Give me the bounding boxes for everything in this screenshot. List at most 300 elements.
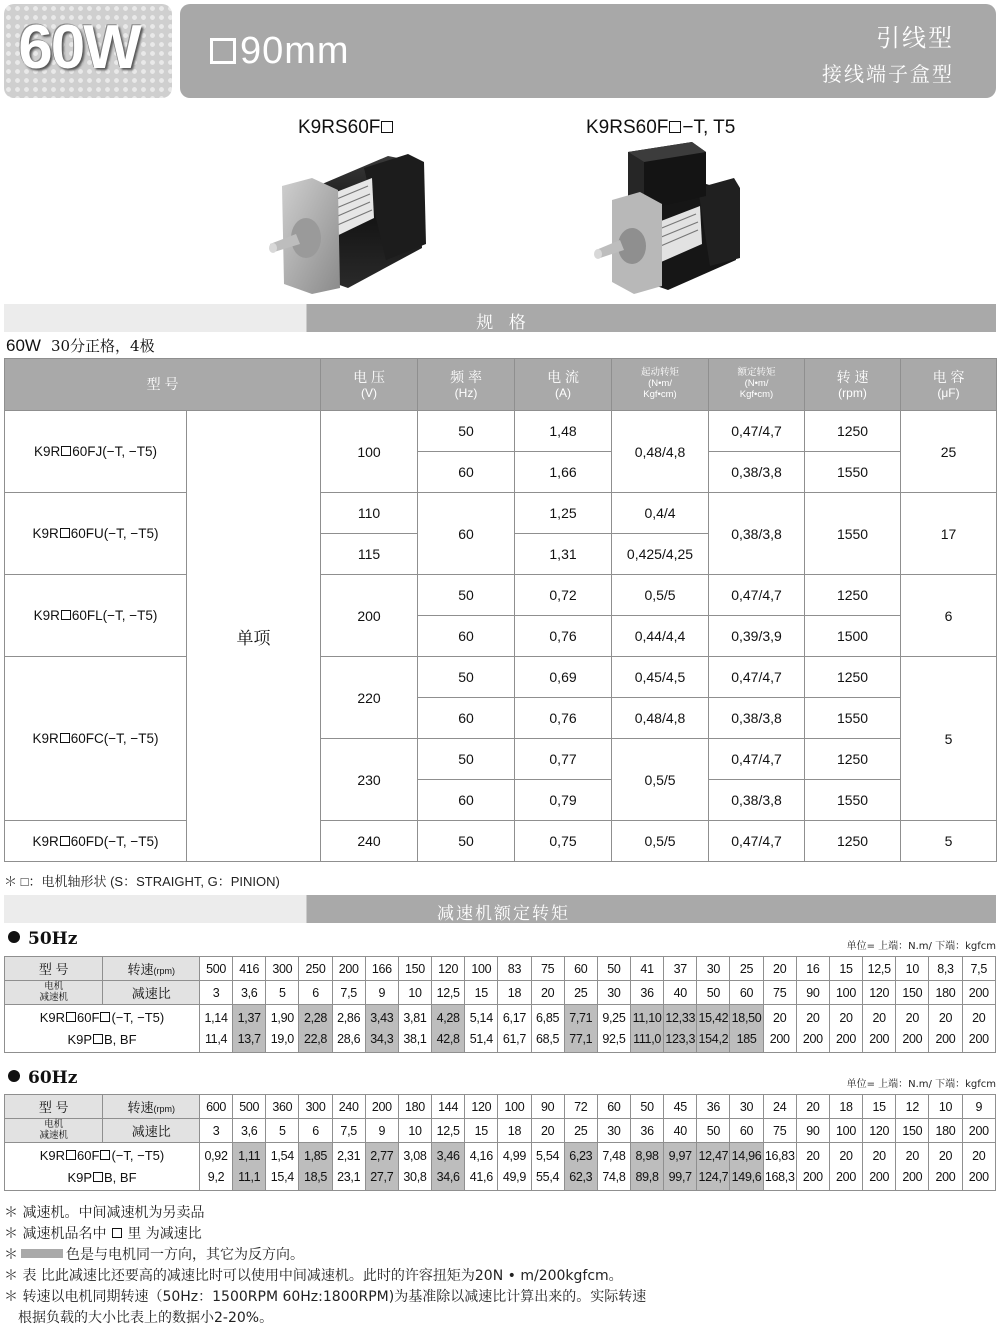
rated-torque-cell: 0,38/3,8: [709, 452, 805, 493]
speed-cell: 1550: [805, 780, 901, 821]
ratio-cell: 40: [664, 981, 697, 1005]
torque-kgfcm-cell: 92,5: [597, 1029, 630, 1053]
torque-kgfcm-cell: 200: [929, 1029, 962, 1053]
torque-nm-cell: 5,14: [465, 1005, 498, 1029]
voltage-cell: 115: [321, 534, 418, 575]
ratio-cell: 25: [564, 1119, 597, 1143]
model-cell: [5, 575, 187, 657]
speed-cell: 12,5: [863, 957, 896, 981]
footnote-3: [4, 1245, 646, 1266]
torque-kgfcm-cell: 77,1: [564, 1029, 597, 1053]
ratio-cell: 180: [929, 1119, 962, 1143]
ratio-cell: 18: [498, 981, 531, 1005]
gear-section-title: 减速机额定转矩: [437, 904, 570, 924]
speed-cell: 200: [332, 957, 365, 981]
ratio-cell: 7,5: [332, 1119, 365, 1143]
ratio-cell: 12,5: [432, 981, 465, 1005]
voltage-cell: 100: [321, 411, 418, 493]
hz60-title-text: 60Hz: [28, 1068, 78, 1088]
model-prefix: K9R: [32, 731, 59, 746]
ratio-cell: 90: [796, 981, 829, 1005]
current-cell: 0,76: [515, 698, 612, 739]
torque-kgfcm-cell: 22,8: [299, 1029, 332, 1053]
speed-cell: 60: [597, 1095, 630, 1119]
speed-cell: 180: [398, 1095, 431, 1119]
rated-torque-cell: 0,47/4,7: [709, 575, 805, 616]
blank-square-icon: [61, 446, 71, 456]
torque-kgfcm-cell: 41,6: [465, 1167, 498, 1191]
model-cell: [5, 821, 187, 862]
table-row: [5, 493, 997, 534]
torque-kgfcm-cell: 168,3: [763, 1167, 796, 1191]
torque-nm-cell: 20: [863, 1143, 896, 1167]
torque-nm-cell: 7,48: [597, 1143, 630, 1167]
speed-cell: 150: [398, 957, 431, 981]
rated-torque-cell: 0,39/3,9: [709, 616, 805, 657]
model-suffix: 60FL(−T, −T5): [71, 608, 158, 623]
torque-kgfcm-cell: 38,1: [398, 1029, 431, 1053]
torque-kgfcm-row: [5, 1167, 996, 1191]
torque-nm-cell: 11,10: [631, 1005, 664, 1029]
col-start-torque: [612, 359, 709, 411]
model-suffix: 60FC(−T, −T5): [70, 731, 159, 746]
torque-kgfcm-cell: 200: [962, 1029, 995, 1053]
speed-cell: 1550: [805, 698, 901, 739]
table-row: [5, 411, 997, 452]
ratio-cell: 6: [299, 981, 332, 1005]
blank-square-icon: [100, 1012, 110, 1022]
torque-kgfcm-cell: 200: [962, 1167, 995, 1191]
model-prefix: K9R: [32, 526, 59, 541]
motor-label-text: 电机: [44, 981, 64, 993]
footnote-3b: 色是与电机同一方向，其它为反方向。: [66, 1247, 304, 1263]
ratio-row: [5, 981, 996, 1005]
col-model: 型 号: [5, 359, 321, 411]
torque-nm-cell: 20: [796, 1005, 829, 1029]
motor-tail: (−T, −T5): [111, 1010, 165, 1026]
shaft-note: ＊ □：电机轴形状 (S：STRAIGHT, G：PINION): [4, 874, 280, 889]
speed-cell: 24: [763, 1095, 796, 1119]
gearhead-label-text: 减速机: [39, 991, 68, 1003]
speed-cell: 83: [498, 957, 531, 981]
footnote-2a: ＊ 减速机品名中: [4, 1226, 107, 1242]
rated-torque-cell: 0,38/3,8: [709, 780, 805, 821]
spec-desc: 30分正格，4极: [50, 337, 155, 355]
col-voltage-unit: (V): [361, 385, 378, 400]
torque-nm-cell: 8,98: [631, 1143, 664, 1167]
torque-kgfcm-cell: 9,2: [199, 1167, 232, 1191]
bullet-icon: [8, 1070, 20, 1082]
speed-cell: 10: [896, 957, 929, 981]
speed-cell: 500: [199, 957, 232, 981]
torque-nm-cell: 6,17: [498, 1005, 531, 1029]
torque-nm-row: [5, 1005, 996, 1029]
speed-cell: 20: [763, 957, 796, 981]
torque-kgfcm-cell: 99,7: [664, 1167, 697, 1191]
torque-nm-cell: 20: [962, 1005, 995, 1029]
speed-unit-text: (rpm): [153, 966, 175, 976]
speed-row: [5, 1095, 996, 1119]
product-model-text: K9RS60F: [298, 117, 381, 138]
col-capacitor-label: 电 容: [932, 368, 965, 385]
torque-nm-cell: 18,50: [730, 1005, 763, 1029]
ratio-label: 减速比: [103, 1119, 199, 1143]
speed-label-text: 转速: [127, 1100, 154, 1115]
current-cell: 0,69: [515, 657, 612, 698]
torque-nm-cell: 9,97: [664, 1143, 697, 1167]
blank-square-icon: [66, 1012, 76, 1022]
spec-header-row: [5, 359, 997, 411]
ratio-cell: 100: [829, 1119, 862, 1143]
col-voltage-label: 电 压: [353, 368, 385, 385]
torque-nm-cell: 9,25: [597, 1005, 630, 1029]
product-caption-terminal-box: [586, 117, 735, 139]
ratio-cell: 120: [863, 1119, 896, 1143]
capacitor-cell: 5: [901, 821, 997, 862]
current-cell: 0,77: [515, 739, 612, 780]
voltage-cell: 200: [321, 575, 418, 657]
current-cell: 1,31: [515, 534, 612, 575]
torque-nm-cell: 15,42: [697, 1005, 730, 1029]
ratio-cell: 60: [730, 1119, 763, 1143]
ratio-cell: 200: [962, 1119, 995, 1143]
ratio-cell: 20: [531, 981, 564, 1005]
col-current-label: 电 流: [547, 368, 579, 385]
motor-tail: (−T, −T5): [111, 1148, 165, 1164]
footnote-5: ＊ 转速以电机同期转速（50Hz：1500RPM 60Hz:1800RPM)为基准除以减速比计算出来的。实际转速: [4, 1289, 647, 1305]
ratio-cell: 5: [266, 1119, 299, 1143]
voltage-cell: 110: [321, 493, 418, 534]
gearhead-model-label: [5, 1167, 200, 1191]
ratio-cell: 5: [266, 981, 299, 1005]
torque-kgfcm-cell: 30,8: [398, 1167, 431, 1191]
blank-square-icon: [669, 121, 681, 133]
speed-cell: 45: [664, 1095, 697, 1119]
phase-cell: 单项: [187, 411, 321, 862]
speed-cell: 250: [299, 957, 332, 981]
rated-torque-cell: 0,47/4,7: [709, 821, 805, 862]
speed-cell: 300: [299, 1095, 332, 1119]
ratio-cell: 3,6: [233, 1119, 266, 1143]
spec-table: [4, 358, 997, 862]
torque-nm-cell: 20: [896, 1005, 929, 1029]
blank-square-icon: [100, 1150, 110, 1160]
type-terminal-box: 接线端子盒型: [822, 62, 954, 86]
blank-square-icon: [93, 1034, 103, 1044]
speed-cell: 7,5: [962, 957, 995, 981]
ratio-cell: 75: [763, 1119, 796, 1143]
speed-cell: 240: [332, 1095, 365, 1119]
speed-cell: 10: [929, 1095, 962, 1119]
torque-nm-cell: 1,11: [233, 1143, 266, 1167]
torque-nm-cell: 1,90: [266, 1005, 299, 1029]
torque-kgfcm-cell: 23,1: [332, 1167, 365, 1191]
torque-kgfcm-row: [5, 1029, 996, 1053]
footnote-6: 根据负载的大小比表上的数据小2-20%。: [18, 1310, 274, 1326]
speed-cell: 300: [266, 957, 299, 981]
gearhead-suffix: B, BF: [104, 1031, 137, 1047]
torque-nm-cell: 3,08: [398, 1143, 431, 1167]
ratio-cell: 50: [697, 1119, 730, 1143]
speed-cell: 1550: [805, 493, 901, 575]
capacitor-cell: 25: [901, 411, 997, 493]
gearhead-label-text: 减速机: [39, 1129, 68, 1141]
speed-cell: 1550: [805, 452, 901, 493]
speed-cell: 200: [365, 1095, 398, 1119]
torque-kgfcm-cell: 89,8: [631, 1167, 664, 1191]
current-cell: 0,75: [515, 821, 612, 862]
model-prefix: K9R: [32, 833, 59, 849]
speed-cell: 20: [796, 1095, 829, 1119]
ratio-cell: 120: [863, 981, 896, 1005]
torque-kgfcm-cell: 200: [796, 1029, 829, 1053]
torque-kgfcm-cell: 42,8: [432, 1029, 465, 1053]
gear-table-50hz: [4, 956, 996, 1053]
spec-section-bar: [4, 304, 996, 332]
blank-square-icon: [66, 1150, 76, 1160]
col-rated-torque-unit1: (N•m/: [744, 378, 769, 390]
frame-size-text: 90mm: [240, 30, 350, 72]
footnote-2: [4, 1224, 646, 1245]
voltage-cell: 220: [321, 657, 418, 739]
torque-kgfcm-cell: 49,9: [498, 1167, 531, 1191]
torque-nm-cell: 20: [929, 1005, 962, 1029]
col-speed: [805, 359, 901, 411]
blank-square-icon: [112, 1228, 122, 1238]
motor-suffix: 60F: [77, 1010, 100, 1026]
speed-cell: 16: [796, 957, 829, 981]
ratio-cell: 150: [896, 981, 929, 1005]
spec-power: 60W: [6, 336, 41, 355]
torque-kgfcm-cell: 200: [896, 1029, 929, 1053]
col-rated-torque: [709, 359, 805, 411]
rated-torque-cell: 0,38/3,8: [709, 493, 805, 575]
torque-nm-cell: 14,96: [730, 1143, 763, 1167]
speed-cell: 37: [664, 957, 697, 981]
speed-cell: 75: [531, 957, 564, 981]
ratio-cell: 36: [631, 1119, 664, 1143]
model-suffix: 60FU(−T, −T5): [70, 526, 159, 541]
start-torque-cell: 0,48/4,8: [612, 411, 709, 493]
product-model-suffix: −T, T5: [682, 117, 736, 138]
torque-nm-cell: 16,83: [763, 1143, 796, 1167]
torque-nm-cell: 20: [796, 1143, 829, 1167]
capacitor-cell: 5: [901, 657, 997, 821]
speed-cell: 1250: [805, 411, 901, 452]
torque-kgfcm-cell: 124,7: [697, 1167, 730, 1191]
model-label: 型 号: [5, 1095, 103, 1119]
speed-cell: 416: [233, 957, 266, 981]
torque-nm-cell: 20: [829, 1005, 862, 1029]
frequency-cell: 50: [418, 575, 515, 616]
speed-cell: 15: [863, 1095, 896, 1119]
current-cell: 0,72: [515, 575, 612, 616]
current-cell: 0,76: [515, 616, 612, 657]
speed-cell: 8,3: [929, 957, 962, 981]
speed-cell: 1500: [805, 616, 901, 657]
motor-gear-label: [5, 1119, 103, 1143]
torque-kgfcm-cell: 61,7: [498, 1029, 531, 1053]
speed-cell: 100: [465, 957, 498, 981]
speed-cell: 50: [597, 957, 630, 981]
speed-cell: 120: [465, 1095, 498, 1119]
motor-label-text: 电机: [44, 1119, 64, 1131]
torque-kgfcm-cell: 55,4: [531, 1167, 564, 1191]
frequency-cell: 50: [418, 411, 515, 452]
ratio-cell: 25: [564, 981, 597, 1005]
frequency-cell: 50: [418, 657, 515, 698]
torque-nm-cell: 4,16: [465, 1143, 498, 1167]
gray-swatch-icon: [21, 1249, 63, 1258]
gearhead-prefix: K9P: [67, 1169, 93, 1185]
torque-nm-cell: 5,54: [531, 1143, 564, 1167]
ratio-label: 减速比: [103, 981, 199, 1005]
hz50-unit-note: 单位= 上端：N.m/ 下端：kgfcm: [846, 941, 996, 952]
torque-kgfcm-cell: 34,3: [365, 1029, 398, 1053]
speed-cell: 100: [498, 1095, 531, 1119]
torque-nm-cell: 20: [962, 1143, 995, 1167]
torque-nm-cell: 2,77: [365, 1143, 398, 1167]
ratio-cell: 60: [730, 981, 763, 1005]
speed-cell: 1250: [805, 821, 901, 862]
start-torque-cell: 0,4/4: [612, 493, 709, 534]
hz50-title-text: 50Hz: [28, 929, 78, 949]
torque-kgfcm-cell: 28,6: [332, 1029, 365, 1053]
blank-square-icon: [93, 1172, 103, 1182]
ratio-cell: 15: [465, 1119, 498, 1143]
model-label: 型 号: [5, 957, 103, 981]
ratio-cell: 3,6: [233, 981, 266, 1005]
torque-kgfcm-cell: 200: [796, 1167, 829, 1191]
ratio-row: [5, 1119, 996, 1143]
footnote-3a: ＊: [4, 1247, 18, 1263]
torque-kgfcm-cell: 68,5: [531, 1029, 564, 1053]
speed-row: [5, 957, 996, 981]
gearhead-prefix: K9P: [67, 1031, 93, 1047]
motor-prefix: K9R: [39, 1010, 66, 1026]
torque-nm-cell: 6,85: [531, 1005, 564, 1029]
power-rating: 60W: [18, 13, 140, 82]
col-capacitor: [901, 359, 997, 411]
frequency-cell: 60: [418, 493, 515, 575]
ratio-cell: 3: [199, 1119, 232, 1143]
start-torque-cell: 0,44/4,4: [612, 616, 709, 657]
capacitor-cell: 17: [901, 493, 997, 575]
torque-nm-cell: 2,28: [299, 1005, 332, 1029]
col-start-torque-label: 起动转矩: [641, 367, 680, 379]
torque-nm-cell: 12,33: [664, 1005, 697, 1029]
torque-nm-cell: 1,37: [233, 1005, 266, 1029]
col-capacitor-unit: (μF): [937, 385, 960, 400]
bullet-icon: [8, 931, 20, 943]
torque-kgfcm-cell: 34,6: [432, 1167, 465, 1191]
col-start-torque-unit2: Kgf•cm): [643, 388, 677, 400]
speed-cell: 36: [697, 1095, 730, 1119]
model-prefix: K9R: [33, 444, 61, 459]
col-speed-unit: (rpm): [838, 385, 867, 400]
ratio-cell: 200: [962, 981, 995, 1005]
ratio-cell: 75: [763, 981, 796, 1005]
torque-nm-cell: 20: [863, 1005, 896, 1029]
model-suffix: 60FD(−T, −T5): [70, 833, 159, 849]
speed-cell: 18: [829, 1095, 862, 1119]
footnotes: [4, 1203, 646, 1329]
motor-model-label: [5, 1143, 200, 1167]
product-model-text: K9RS60F: [586, 117, 669, 138]
torque-nm-row: [5, 1143, 996, 1167]
torque-kgfcm-cell: 18,5: [299, 1167, 332, 1191]
col-speed-label: 转 速: [836, 368, 869, 385]
torque-kgfcm-cell: 74,8: [597, 1167, 630, 1191]
speed-cell: 1250: [805, 739, 901, 780]
model-prefix: K9R: [33, 608, 60, 623]
torque-nm-cell: 3,81: [398, 1005, 431, 1029]
torque-kgfcm-cell: 200: [896, 1167, 929, 1191]
rated-torque-cell: 0,38/3,8: [709, 698, 805, 739]
ratio-cell: 90: [796, 1119, 829, 1143]
speed-cell: 144: [432, 1095, 465, 1119]
frequency-cell: 60: [418, 698, 515, 739]
frequency-cell: 60: [418, 616, 515, 657]
torque-kgfcm-cell: 13,7: [233, 1029, 266, 1053]
torque-nm-cell: 20: [829, 1143, 862, 1167]
current-cell: 1,48: [515, 411, 612, 452]
ratio-cell: 3: [199, 981, 232, 1005]
torque-kgfcm-cell: 200: [829, 1029, 862, 1053]
speed-label: [103, 957, 199, 981]
start-torque-cell: 0,5/5: [612, 575, 709, 616]
blank-square-icon: [60, 528, 70, 538]
table-row: [5, 657, 997, 698]
frequency-cell: 60: [418, 780, 515, 821]
torque-nm-cell: 4,28: [432, 1005, 465, 1029]
speed-cell: 120: [432, 957, 465, 981]
torque-kgfcm-cell: 185: [730, 1029, 763, 1053]
power-badge: [4, 4, 172, 98]
col-voltage: [321, 359, 418, 411]
model-cell: [5, 411, 187, 493]
voltage-cell: 240: [321, 821, 418, 862]
speed-unit-text: (rpm): [153, 1104, 175, 1114]
ratio-cell: 180: [929, 981, 962, 1005]
ratio-cell: 18: [498, 1119, 531, 1143]
blank-square-icon: [61, 610, 71, 620]
speed-cell: 9: [962, 1095, 995, 1119]
gear-table-60hz: [4, 1094, 996, 1191]
ratio-cell: 50: [697, 981, 730, 1005]
footnote-4: ＊ 表 比此减速比还要高的减速比时可以使用中间减速机。此时的许容扭矩为20N • m/200kgfcm。: [4, 1268, 623, 1284]
speed-cell: 30: [697, 957, 730, 981]
current-cell: 0,79: [515, 780, 612, 821]
torque-nm-cell: 0,92: [199, 1143, 232, 1167]
model-cell: [5, 657, 187, 821]
torque-kgfcm-cell: 111,0: [631, 1029, 664, 1053]
ratio-cell: 30: [597, 1119, 630, 1143]
col-frequency-unit: (Hz): [454, 385, 478, 400]
spec-section-title: 规 格: [476, 313, 531, 333]
motor-suffix: 60F: [77, 1148, 100, 1164]
torque-nm-cell: 20: [896, 1143, 929, 1167]
speed-cell: 166: [365, 957, 398, 981]
ratio-cell: 6: [299, 1119, 332, 1143]
torque-kgfcm-cell: 200: [763, 1029, 796, 1053]
col-rated-torque-label: 额定转矩: [737, 367, 776, 379]
ratio-cell: 36: [631, 981, 664, 1005]
torque-nm-cell: 3,43: [365, 1005, 398, 1029]
hz50-title: [8, 929, 77, 949]
rated-torque-cell: 0,47/4,7: [709, 739, 805, 780]
rated-torque-cell: 0,47/4,7: [709, 411, 805, 452]
